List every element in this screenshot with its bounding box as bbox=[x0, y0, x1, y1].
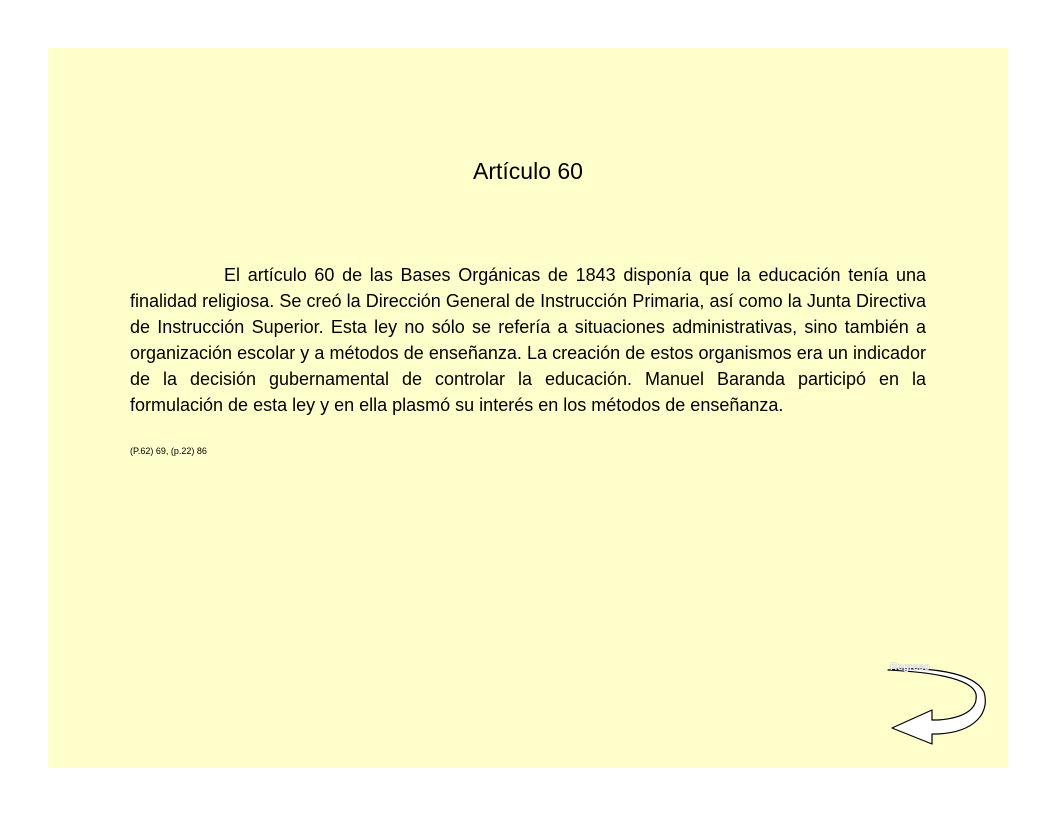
curved-return-arrow-icon bbox=[886, 660, 990, 750]
slide bbox=[48, 48, 1008, 768]
body-paragraph: El artículo 60 de las Bases Orgánicas de 1843 disponía que la educación tenía una finalidad religiosa. Se creó la Dirección General de Instrucción Primaria, así como la Junta Directiva de Instrucción Superior. Esta ley no sólo se refería a situaciones administrativas, sino también a organización escolar y a métodos de enseñanza. La creación de estos organismos era un indicador de la decisión gubernamental de controlar la educación. Manuel Baranda participó en la formulación de esta ley y en ella plasmó su interés en los métodos de enseñanza. bbox=[130, 265, 926, 415]
citation: (P.62) 69, (p.22) 86 bbox=[130, 446, 207, 456]
back-button[interactable] bbox=[886, 660, 990, 750]
slide-title: Artículo 60 bbox=[473, 158, 583, 184]
back-label: Regreso bbox=[890, 662, 930, 673]
